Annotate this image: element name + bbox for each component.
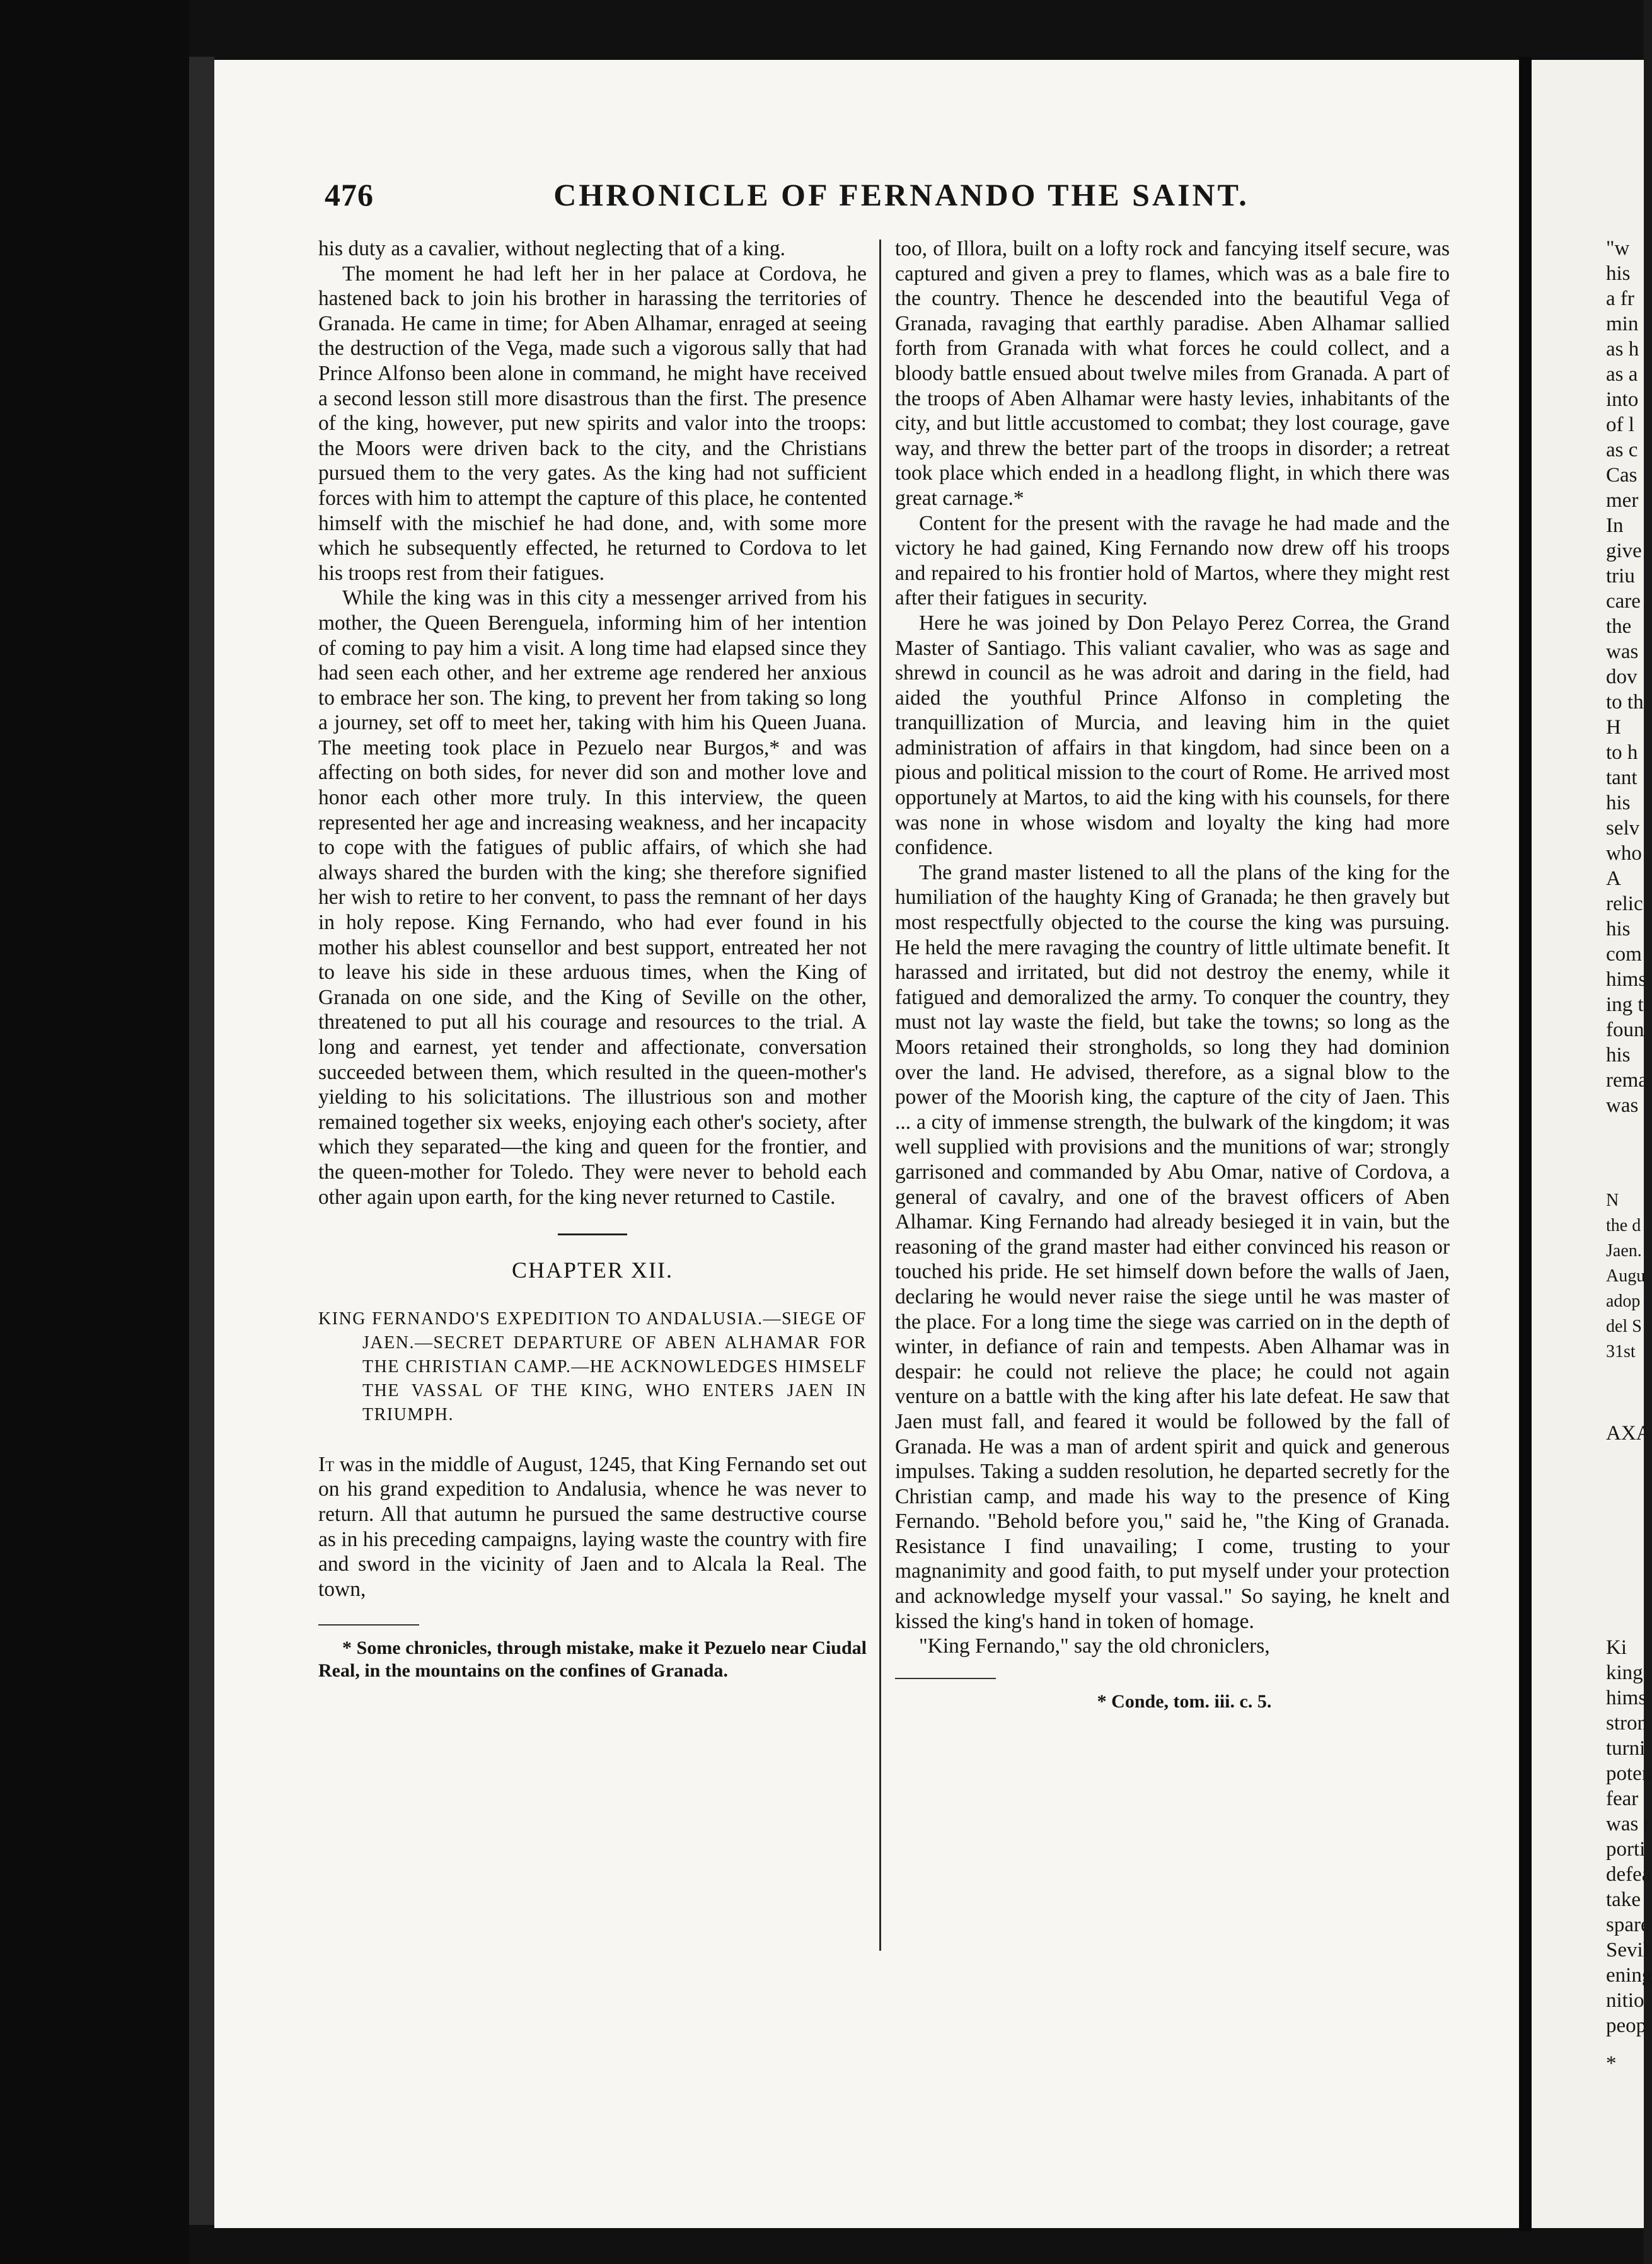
paragraph: The moment he had left her in her palace at Cordova, he hastened back to join his brother in harassing the territories of Granada. He came in time; for Aben Alhamar, enraged at seeing the destruction of the Vega, made such a vigorous sally that had Prince Alfonso been alone in command, he might have received a second lesson still more disastrous than the first. The presence of the king, however, put new spirits and valor into the troops: the Moors were driven back to the city, and the Christians pursued them to the very gates. As the king had not sufficient forces with him to attempt the capture of this place, he contented himself with the mischief he had done, and, with some more which he subsequently effected, he returned to Cordova to let his troops rest from their fatigues. xyxy=(318,262,867,585)
facing-page-text-fragment: care xyxy=(1606,590,1641,613)
facing-page-text-fragment: defea xyxy=(1606,1863,1651,1886)
footnote-rule xyxy=(318,1624,419,1626)
facing-page-text-fragment: king xyxy=(1606,1661,1643,1684)
footnote-rule xyxy=(895,1678,996,1679)
facing-page-text-fragment: the xyxy=(1606,615,1632,638)
facing-page-text-fragment: triu xyxy=(1606,565,1635,587)
chapter-opening-dropcap: It xyxy=(318,1452,335,1476)
facing-page-text-fragment: peop xyxy=(1606,2014,1647,2037)
footnote: * Conde, tom. iii. c. 5. xyxy=(1097,1690,1272,1712)
page-number: 476 xyxy=(325,177,374,212)
facing-page-text-fragment: as c xyxy=(1606,439,1638,461)
facing-page-text-fragment: N xyxy=(1606,1191,1619,1210)
page-edge-shadow xyxy=(189,57,214,2225)
chapter-summary: KING FERNANDO'S EXPEDITION TO ANDALUSIA.—SIEGE OF JAEN.—SECRET DEPARTURE OF ABEN ALHAMAR FOR THE CHRISTIAN CAMP.—HE ACKNOWLEDGES HIMSELF THE VASSAL OF THE KING, WHO ENTERS JAEN IN TRIUMPH. xyxy=(318,1308,867,1424)
facing-page-text-fragment: "w xyxy=(1606,237,1630,260)
paragraph: "King Fernando," say the old chroniclers, xyxy=(919,1634,1270,1658)
binding-shadow-left xyxy=(0,0,189,2264)
facing-page-text-fragment: of l xyxy=(1606,413,1634,436)
facing-page-text-fragment: give xyxy=(1606,540,1642,562)
facing-page-text-fragment: to th xyxy=(1606,691,1644,713)
facing-page-text-fragment: fear xyxy=(1606,1788,1639,1810)
facing-page-text-fragment: rema xyxy=(1606,1069,1648,1092)
facing-page-text-fragment: A xyxy=(1606,867,1621,890)
facing-page-text-fragment: was xyxy=(1606,640,1639,663)
paragraph: too, of Illora, built on a lofty rock and fancying itself secure, was captured and given a prey to flames, which was as a bale fire to the country. Thence he descended into the beautiful Vega of Granada, ravaging that earthly paradise. Aben Alhamar sallied forth from Granada with what forces he could collect, and a bloody battle ensued about twelve miles from Granada. A part of the troops of Aben Alhamar were hasty levies, inhabitants of the city, and but little accustomed to combat; they lost courage, gave way, and threw the better part of the troops in disorder; a retreat took place which ended in a headlong flight, in which there was great carnage.* xyxy=(895,237,1450,510)
running-title: CHRONICLE OF FERNANDO THE SAINT. xyxy=(553,177,1249,212)
facing-page-text-fragment: Ki xyxy=(1606,1636,1627,1659)
facing-page-text-fragment: adop xyxy=(1606,1291,1641,1311)
facing-page-text-fragment: spare xyxy=(1606,1914,1650,1936)
facing-page-text-fragment: take xyxy=(1606,1888,1641,1911)
facing-page-text-fragment: * xyxy=(1606,2052,1617,2075)
facing-page-text-fragment: was xyxy=(1606,1094,1639,1117)
section-divider xyxy=(558,1233,627,1235)
chapter-title: CHAPTER XII. xyxy=(512,1257,673,1283)
facing-page-text-fragment: was t xyxy=(1606,1813,1649,1835)
right-column xyxy=(895,236,1450,1714)
facing-page-text-fragment: relic xyxy=(1606,892,1643,915)
facing-page-text-fragment: hims xyxy=(1606,968,1647,991)
paragraph: Here he was joined by Don Pelayo Perez Correa, the Grand Master of Santiago. This valiant cavalier, who was as sage and shrewd in council as he was adroit and daring in the field, had aided the youthful Prince Alfonso in completing the tranquillization of Murcia, and leaving him in the quiet administration of affairs in that kingdom, had since been on a pious and political mission to the court of Rome. He arrived most opportunely at Martos, to aid the king with his counsels, for there was none in whose wisdom and loyalty the king had more confidence. xyxy=(895,611,1450,860)
facing-page-text-fragment: ening xyxy=(1606,1964,1652,1987)
facing-page-text-fragment: to h xyxy=(1606,741,1638,764)
facing-page-text-fragment: a fr xyxy=(1606,287,1634,310)
facing-page-text-fragment: turni xyxy=(1606,1737,1646,1760)
facing-page-text-fragment: his xyxy=(1606,792,1631,814)
facing-page-text-fragment: hims xyxy=(1606,1687,1647,1709)
facing-page-text-fragment: Sevil xyxy=(1606,1939,1649,1961)
facing-page-text-fragment: his xyxy=(1606,918,1631,940)
facing-page-text-fragment: as a xyxy=(1606,363,1638,386)
facing-page-text-fragment: Cas xyxy=(1606,464,1638,487)
facing-page-text-fragment: com xyxy=(1606,943,1642,966)
facing-page-text-fragment: del S xyxy=(1606,1317,1642,1336)
facing-page-text-fragment: his xyxy=(1606,1044,1631,1066)
facing-page-text-fragment: the d xyxy=(1606,1216,1641,1235)
facing-page-text-fragment: tant xyxy=(1606,766,1638,789)
facing-page-text-fragment: In xyxy=(1606,514,1624,537)
facing-page-text-fragment: stron xyxy=(1606,1712,1648,1735)
facing-page-text-fragment: min xyxy=(1606,313,1639,335)
facing-page-text-fragment: foun xyxy=(1606,1019,1644,1041)
facing-page-text-fragment: nitio xyxy=(1606,1989,1644,2012)
paragraph: Content for the present with the ravage he had made and the victory he had gained, King Fernando now drew off his troops and repaired to his frontier hold of Martos, where they might rest after their fatigues in security. xyxy=(895,511,1450,610)
paragraph: While the king was in this city a messenger arrived from his mother, the Queen Berenguela, informing him of her intention of coming to pay him a visit. A long time had elapsed since they had seen each other, and her extreme age rendered her anxious to embrace her son. The king, to prevent her from taking so long a journey, set off to meet her, taking with him his Queen Juana. The meeting took place in Pezuelo near Burgos,* and was affecting on both sides, for never did son and mother love and honor each other more truly. In this interview, the queen represented her age and increasing weakness, and her incapacity to cope with the fatigues of public affairs, of which she had always shared the burden with the king; she therefore signified her wish to retire to her convent, to pass the remnant of her days in holy repose. King Fernando, who had ever found in his mother his ablest counsellor and best support, entreated her not to leave his side in these arduous times, when the King of Granada on one side, and the King of Seville on the other, threatened to put all his courage and resources to the trial. A long and earnest, yet tender and affectionate, conversation succeeded between them, which resulted in the queen-mother's yielding to his solicitations. The illustrious son and mother remained together six weeks, enjoying each other's society, after which they separated—the king and queen for the frontier, and the queen-mother for Toledo. They were never to behold each other again upon earth, for the king never returned to Castile. xyxy=(318,586,867,1209)
facing-page-text-fragment: dov xyxy=(1606,666,1638,688)
facing-page-fragment xyxy=(1532,60,1652,2228)
facing-page-text-fragment: poten xyxy=(1606,1762,1652,1785)
paragraph: his duty as a cavalier, without neglecting that of a king. xyxy=(318,237,786,260)
running-head xyxy=(325,176,1478,227)
footnote: * Some chronicles, through mistake, make it Pezuelo near Ciudal Real, in the mountains on the confines of Granada. xyxy=(318,1637,867,1682)
facing-page-text-fragment: porti xyxy=(1606,1838,1646,1861)
facing-page-text-fragment: who xyxy=(1606,842,1642,865)
facing-page-text-fragment: Jaen. xyxy=(1606,1241,1642,1261)
facing-page-text-fragment: AXA xyxy=(1606,1422,1651,1445)
left-column xyxy=(318,236,867,1682)
paragraph: The grand master listened to all the plans of the king for the humiliation of the haughty King of Granada; he then gravely but most respectfully objected to the course the king was pursuing. He held the mere ravaging the country of little ultimate benefit. It harassed and irritated, but did not destroy the enemy, while it fatigued and demoralized the army. To conquer the country, they must not lay waste the field, but take the towns; so long as the Moors retained their strongholds, so long they had dominion over the land. He advised, therefore, as a signal blow to the power of the Moorish king, the capture of the city of Jaen. This ... a city of immense strength, the bulwark of the kingdom; it was well supplied with provisions and the munitions of war; strongly garrisoned and commanded by Abu Omar, native of Cordova, a general of cavalry, and one of the bravest officers of Aben Alhamar. King Fernando had already besieged it in vain, but the reasoning of the grand master had either convinced his reason or touched his pride. He set himself down before the walls of Jaen, declaring he would never raise the siege until he was master of the place. For a long time the siege was carried on in the depth of winter, in defiance of rain and tempests. Aben Alhamar was in despair: he could not relieve the place; he could not again venture on a battle with the king after his late defeat. He saw that Jaen must fall, and feared it would be followed by the fall of Granada. He was a man of ardent spirit and quick and generous impulses. Taking a sudden resolution, he departed secretly for the Christian camp, and made his way to the presence of King Fernando. "Behold before you," said he, "the King of Granada. Resistance I find unavailing; I come, trusting to your magnanimity and good faith, to put myself under your protection and acknowledge myself your vassal." So saying, he knelt and kissed the king's hand in token of homage. xyxy=(895,860,1450,1633)
column-rule xyxy=(879,240,881,1951)
facing-page-text-fragment: 31st xyxy=(1606,1342,1636,1361)
facing-page-text-fragment: selv xyxy=(1606,817,1640,840)
facing-page-text-fragment: into xyxy=(1606,388,1639,411)
facing-page-text-fragment: his xyxy=(1606,262,1631,285)
facing-page-text-fragment: as h xyxy=(1606,338,1639,361)
page-gutter xyxy=(1519,57,1532,2231)
facing-page-text-fragment: mer xyxy=(1606,489,1639,512)
chapter-opening-paragraph xyxy=(318,1452,867,1602)
chapter-opening-text: was in the middle of August, 1245, that King Fernando set out on his grand expedition to Andalusia, whence he was never to return. All that autumn he pursued the same destructive course as in his preceding campaigns, laying waste the country with fire and sword in the vicinity of Jaen and to Alcala la Real. The town, xyxy=(318,1452,867,1601)
facing-page-text-fragment: ing t xyxy=(1606,993,1644,1016)
facing-page-text-fragment: Augu xyxy=(1606,1266,1646,1286)
facing-page-text-fragment: H xyxy=(1606,716,1621,739)
